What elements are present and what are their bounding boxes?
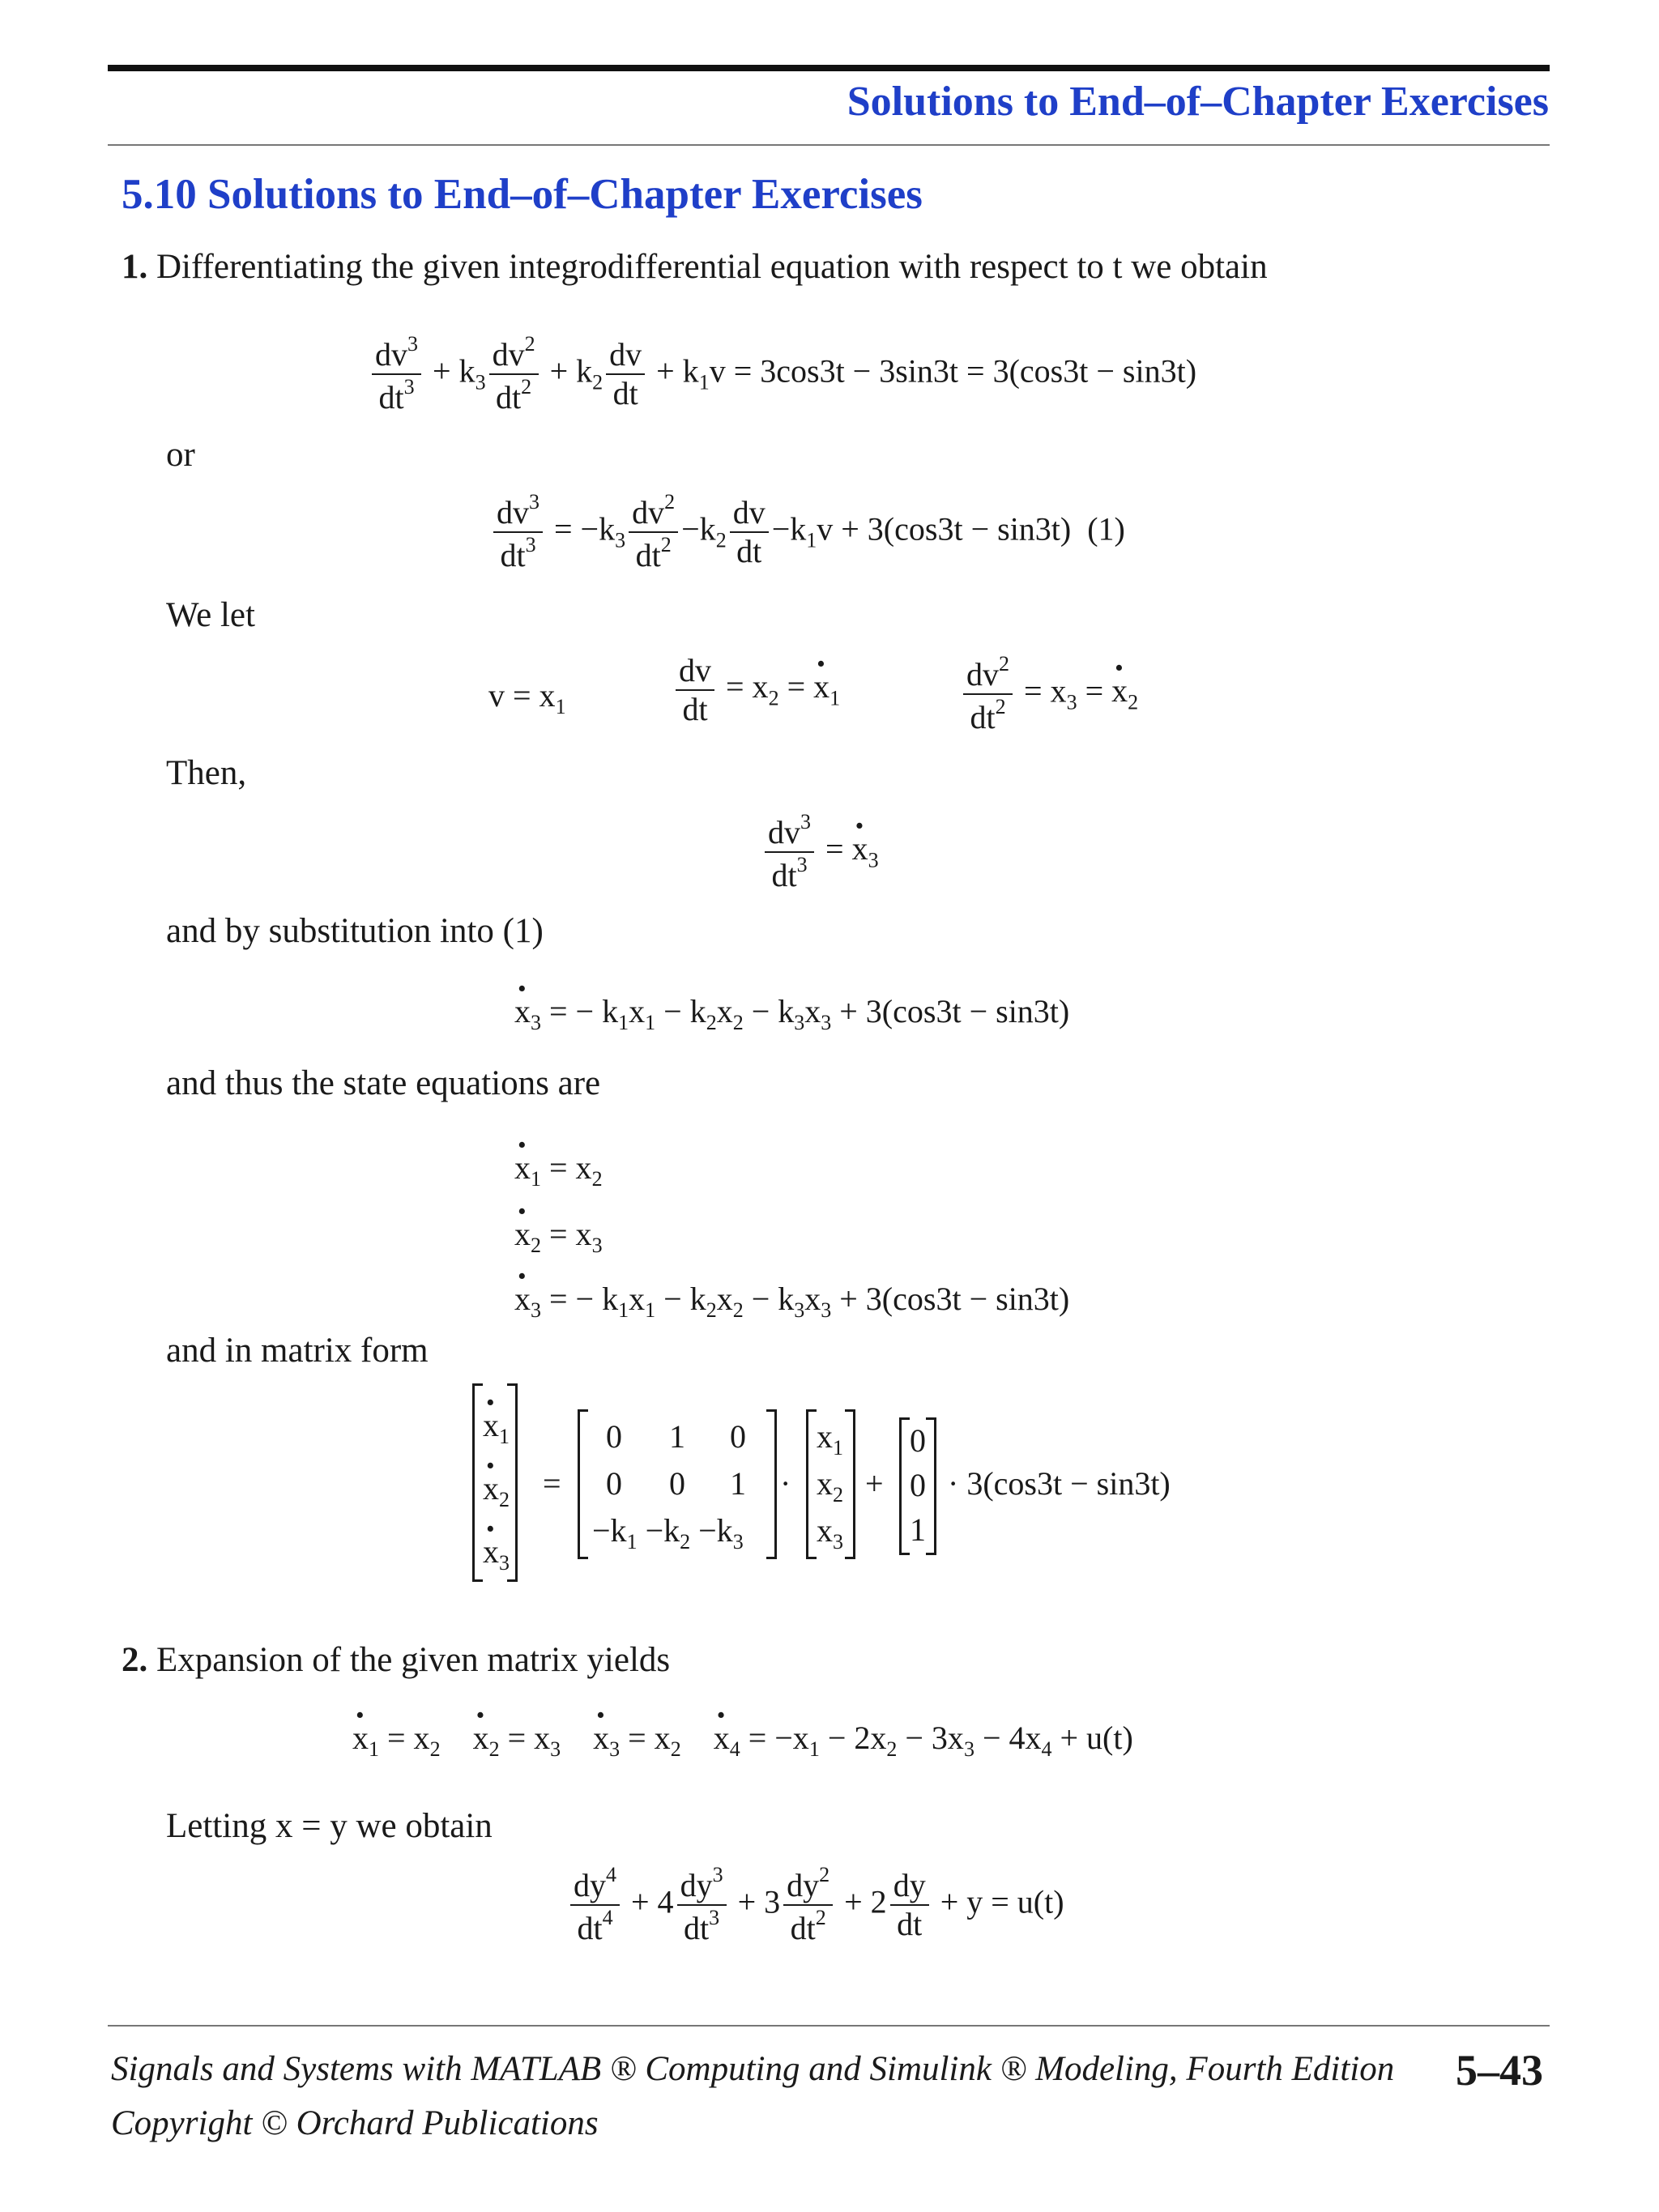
state-equation-3: · $x_3$ = − $k_1x_1 - k_2x_2 - k_3x_3 + 3(\cos 3t - \sin 3t)$ [514, 1280, 1069, 1323]
exercise-number: 2. [122, 1641, 148, 1679]
exercise-text: Expansion of the given matrix yields [156, 1641, 671, 1679]
exercise-number: 1. [122, 248, 148, 286]
x-dot-vector: · $x_1$ · $x_2$ · $x_3$ [472, 1383, 518, 1582]
differential-equation-y: $\frac{dy^4}{dt^4}$ + 4 $\frac{dy^3}{dt^3}$ + 3 $\frac{dy^2}{dt^2}$ + 2 $\frac{dy}{dt}$ + y = u(t) [567, 1863, 1064, 1947]
equation-1: $\frac{dv^3}{dt^3}$ = $-k_3$ $\frac{dv^2}{dt^2}$ $-k_2$ $\frac{dv}{dt}$ $-k_1v + 3(\cos 3t - \sin 3t)$ (1) [490, 490, 1125, 574]
running-header: Solutions to End–of–Chapter Exercises [847, 79, 1549, 125]
exercise-1-intro [122, 247, 1268, 287]
system-matrix: 0 1 0 0 0 1 $-k_1 -k_2 -k_3$ [578, 1409, 777, 1559]
expanded-state-equations: · $x_1 = x_2$ · $x_2 = x_3$ · $x_3 = x_2$ · $x_4 = -x_1 - 2x_2 - 3x_3 - 4x_4 + u(t)$ [352, 1719, 1133, 1762]
letting-text: Letting x = y we obtain [166, 1807, 493, 1845]
equation-differentiated: $\frac{dv^3}{dt^3}$ + $k_3$ $\frac{dv^2}{dt^2}$ + $k_2$ $\frac{dv}{dt}$ + $k_1v = 3\cos 3t - 3\sin 3t = 3(\cos 3t - \sin 3t)$ [369, 332, 1196, 416]
substitution-text: and by substitution into (1) [166, 912, 544, 950]
state-definition-1: $v = x_1$ [488, 677, 566, 719]
or-text: or [166, 436, 195, 474]
third-derivative-equation: $\frac{dv^3}{dt^3}$ = · $x_3$ [761, 810, 879, 894]
x-vector: $x_1$ $x_2$ $x_3$ [806, 1409, 855, 1559]
page-number: 5–43 [1456, 2046, 1543, 2095]
exercise-2-intro [122, 1640, 670, 1680]
section-title: 5.10 Solutions to End–of–Chapter Exercises [122, 171, 923, 218]
header-rule-thick [108, 65, 1550, 71]
matrix-form-intro: and in matrix form [166, 1332, 429, 1370]
we-let-text: We let [166, 596, 255, 634]
state-definition-3: $\frac{dv^2}{dt^2}$ = $x_3$ = · $x_2$ [960, 652, 1138, 736]
footer-copyright: Copyright © Orchard Publications [111, 2104, 599, 2142]
equation-label: (1) [1087, 510, 1125, 548]
x3-dot-equation: · $x_3$ = − $k_1x_1 - k_2x_2 - k_3x_3 + 3(\cos 3t - \sin 3t)$ [514, 992, 1069, 1035]
state-definition-2: $\frac{dv}{dt}$ = $x_2$ = · $x_1$ [672, 652, 840, 728]
footer-rule [108, 2025, 1550, 2027]
then-text: Then, [166, 754, 247, 792]
state-equation-2: · $x_2 = x_3$ [514, 1215, 603, 1258]
footer-book-title: Signals and Systems with MATLAB ® Computing and Simulink ® Modeling, Fourth Edition [111, 2050, 1395, 2088]
state-equations-intro: and thus the state equations are [166, 1064, 601, 1102]
state-equation-1: · $x_1 = x_2$ [514, 1149, 603, 1191]
header-rule-thin [108, 144, 1550, 146]
exercise-text: Differentiating the given integrodifferential equation with respect to t we obtain [156, 248, 1268, 286]
input-vector: 0 0 1 [899, 1417, 936, 1555]
